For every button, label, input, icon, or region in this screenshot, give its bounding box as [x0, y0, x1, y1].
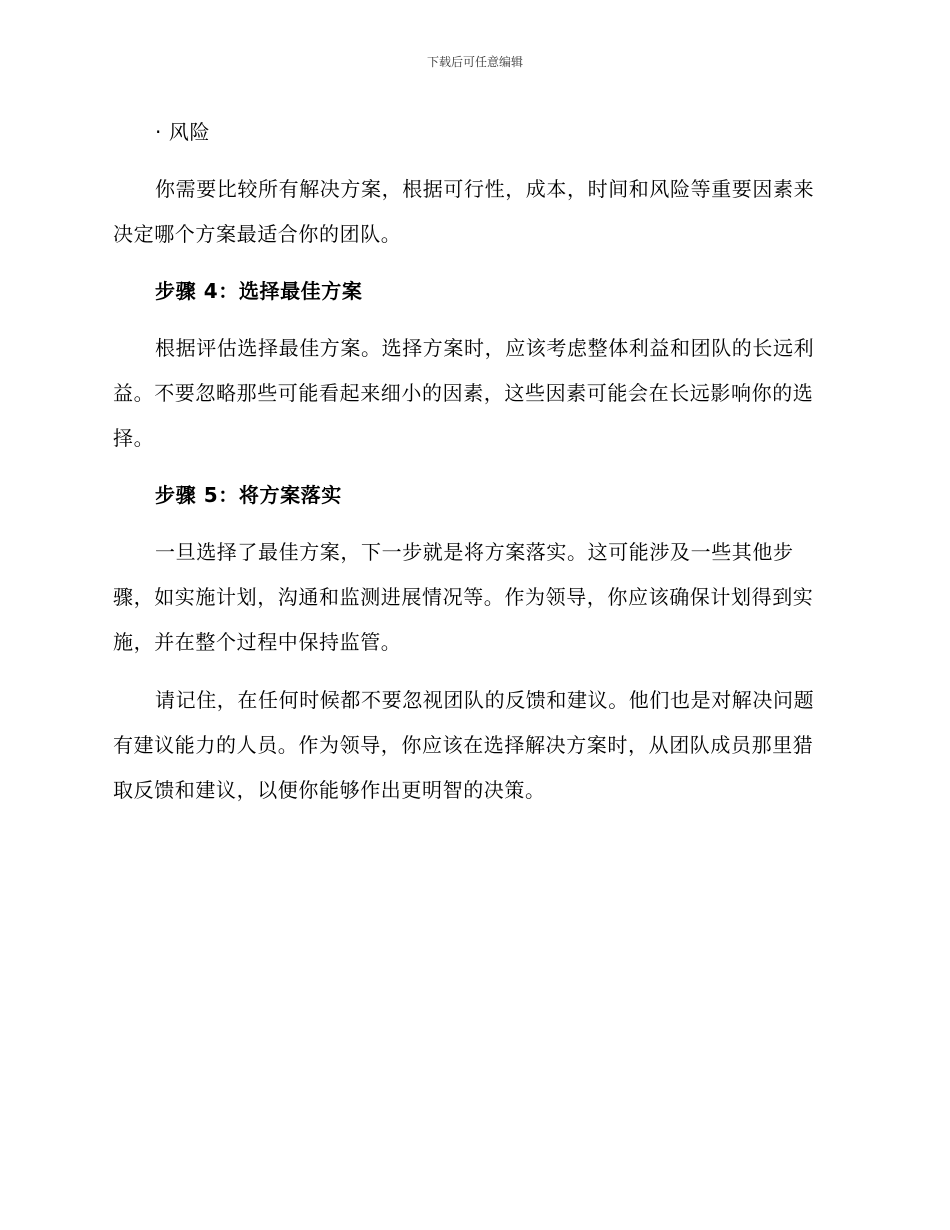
- paragraph-feedback: 请记住，在任何时候都不要忽视团队的反馈和建议。他们也是对解决问题有建议能力的人员。作为领导，你应该在选择解决方案时，从团队成员那里猎取反馈和建议，以便你能够作出更明智的决策。: [113, 688, 815, 802]
- bullet-risk: · 风险: [155, 120, 211, 144]
- paragraph-compare-solutions: 你需要比较所有解决方案，根据可行性，成本，时间和风险等重要因素来决定哪个方案最适合你的团队。: [113, 177, 815, 246]
- paragraph-step-4: 根据评估选择最佳方案。选择方案时，应该考虑整体利益和团队的长远利益。不要忽略那些可能看起来细小的因素，这些因素可能会在长远影响你的选择。: [113, 336, 815, 450]
- document-body: [113, 110, 831, 813]
- step-4-heading: 步骤 4：选择最佳方案: [155, 279, 363, 303]
- step-5-heading: 步骤 5：将方案落实: [155, 483, 342, 507]
- page-header: 下载后可任意编辑: [426, 55, 523, 69]
- paragraph-step-5: 一旦选择了最佳方案，下一步就是将方案落实。这可能涉及一些其他步骤，如实施计划，沟通和监测进展情况等。作为领导，你应该确保计划得到实施，并在整个过程中保持监管。: [113, 540, 814, 654]
